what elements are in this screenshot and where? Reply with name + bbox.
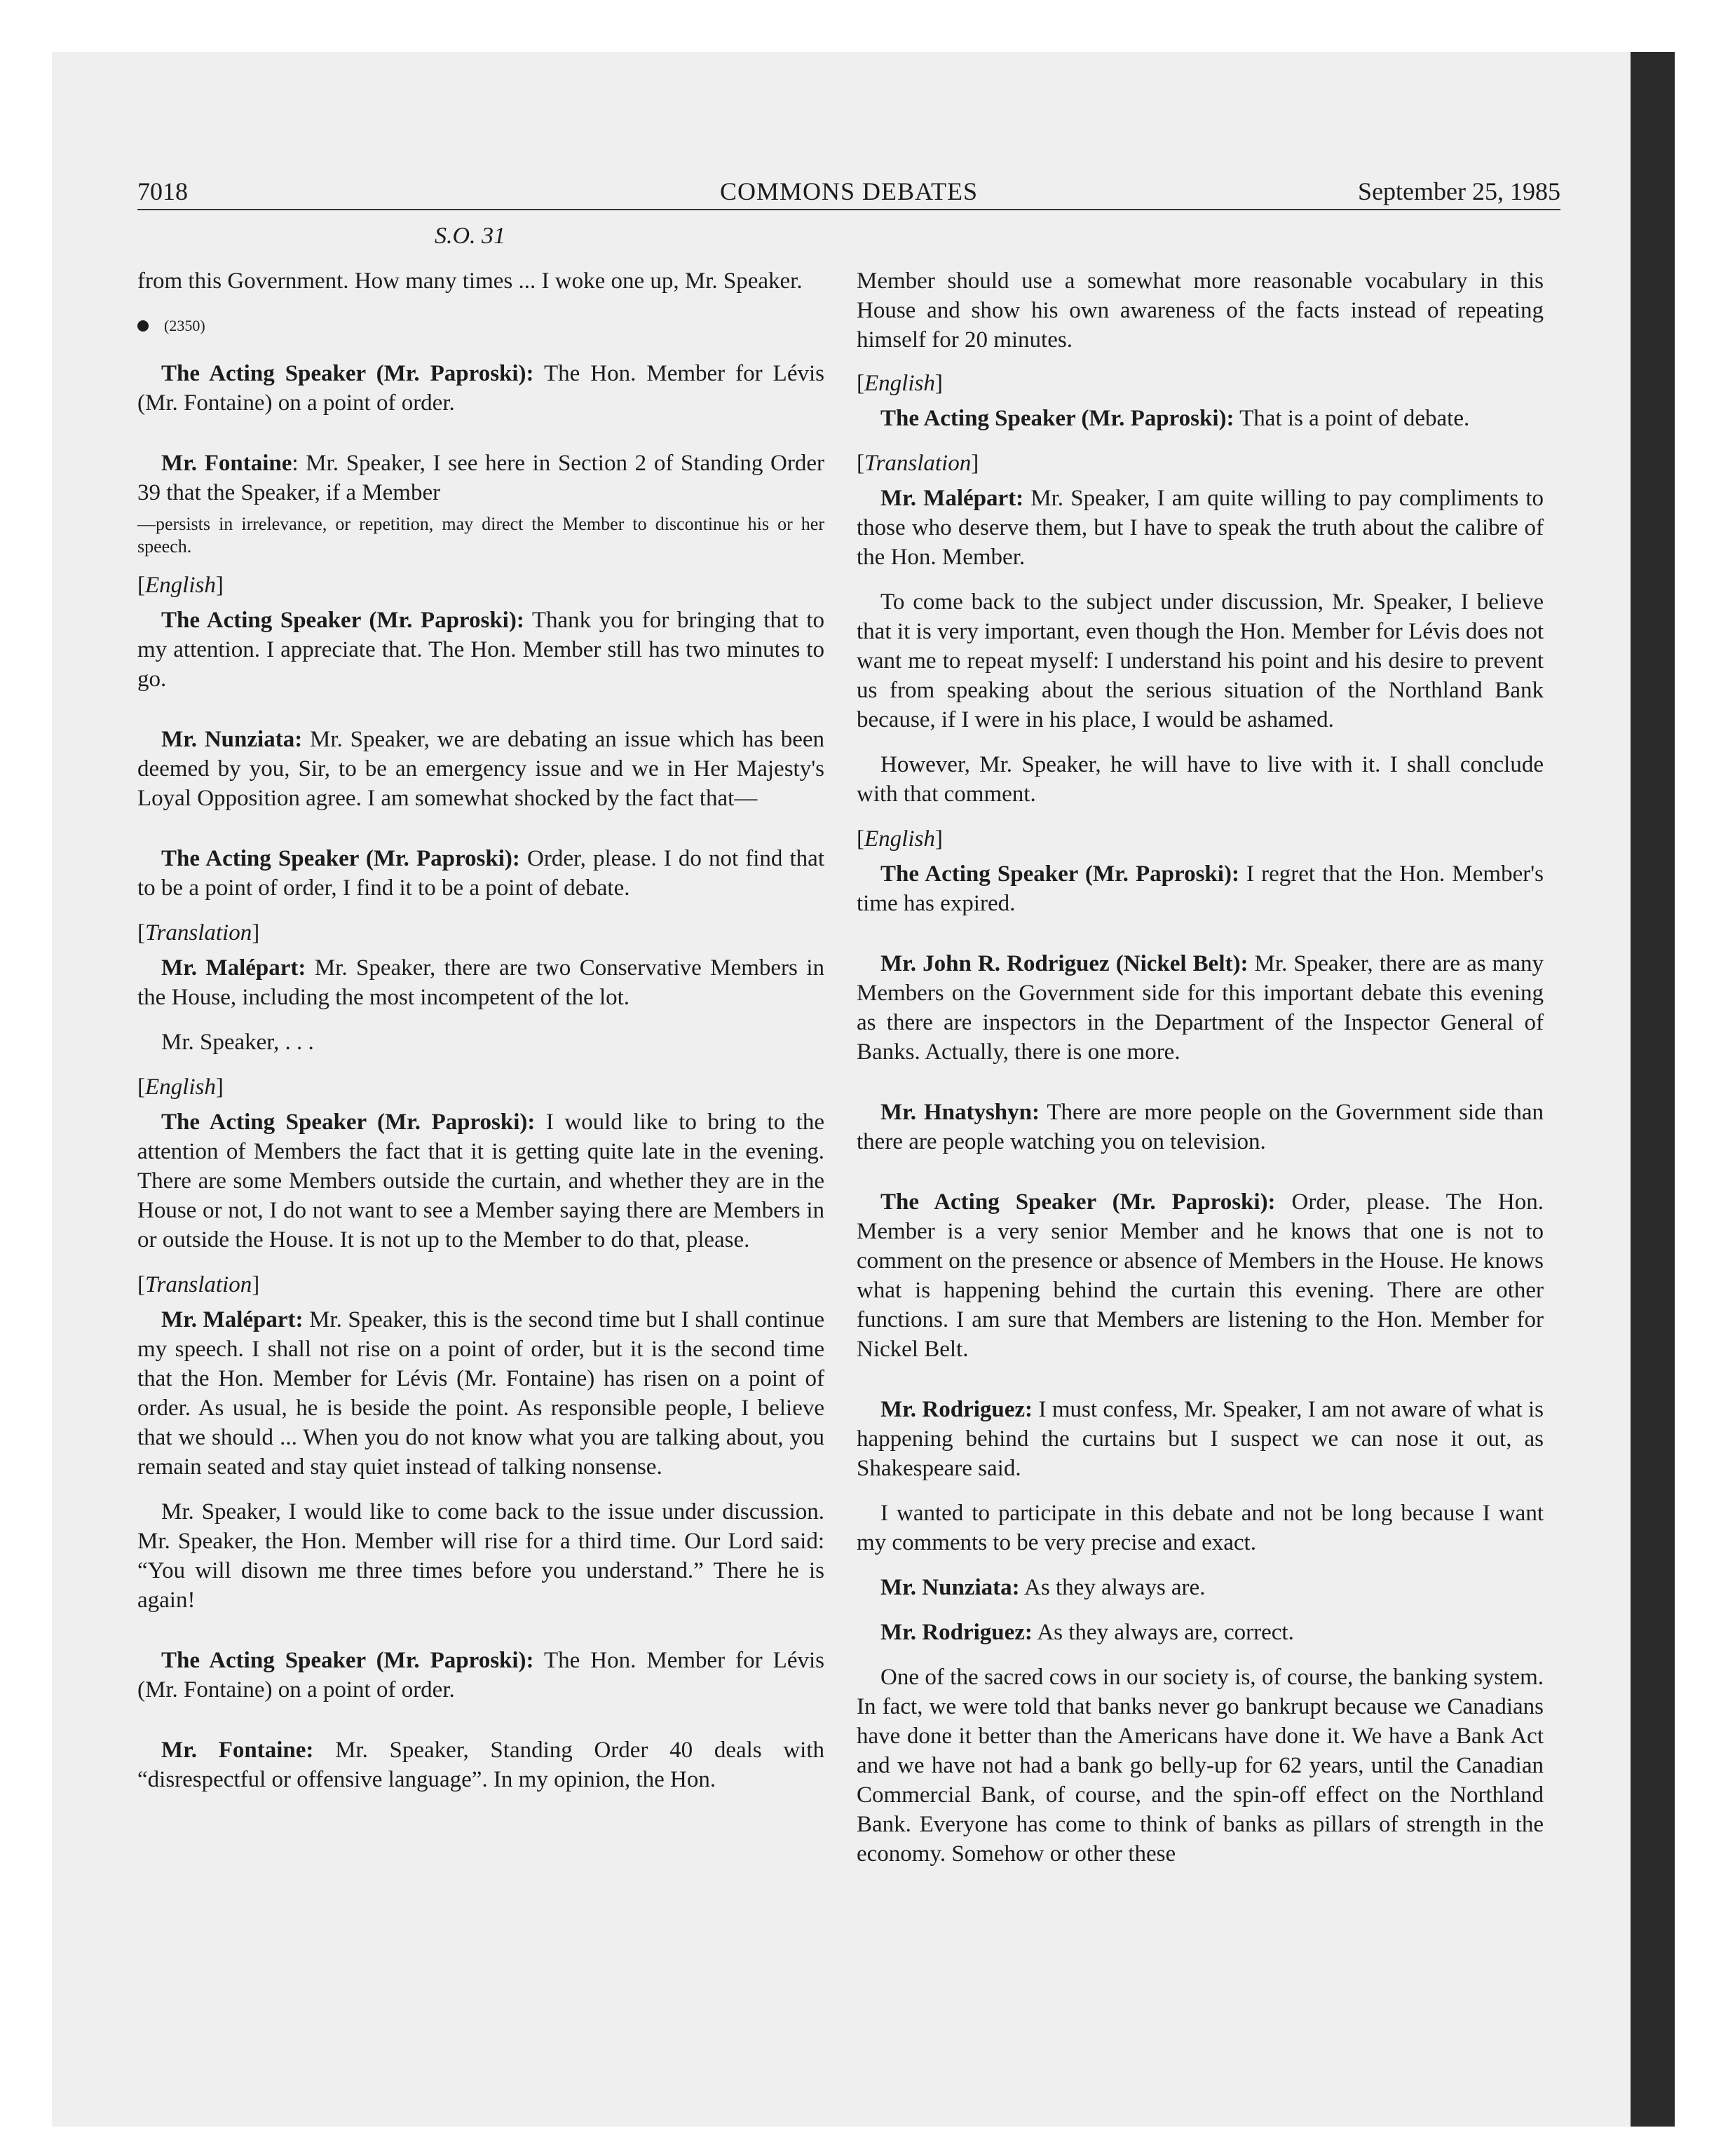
section-label: S.O. 31 — [435, 223, 506, 249]
paragraph — [137, 1735, 824, 1794]
speech-text: Thank you for bringing that to my attention. I appreciate that. The Hon. Member still has two minutes to go. — [137, 608, 824, 692]
language-marker: [English] — [137, 573, 224, 598]
speaker-name: Mr. John R. Rodriguez (Nickel Belt): — [880, 951, 1248, 976]
language-name: English — [864, 371, 935, 396]
language-name: English — [145, 1074, 216, 1100]
paragraph: Mr. Speaker, . . . — [161, 1030, 314, 1055]
paragraph: Mr. Speaker, I would like to come back to the issue under discussion. Mr. Speaker, the Hon. Member will rise for a third time. Our Lord said: “You will disown me three times before you understand.” There he is again! — [137, 1499, 824, 1613]
language-marker: [English] — [137, 1074, 224, 1100]
paragraph: from this Government. How many times ... I woke one up, Mr. Speaker. — [137, 268, 803, 294]
paragraph — [857, 1618, 1544, 1647]
bullet-icon — [137, 320, 149, 332]
speaker-name: Mr. Malépart: — [161, 955, 306, 981]
speech-text: That is a point of debate. — [1234, 406, 1470, 431]
speech-text: Order, please. I do not find that to be a point of order, I find it to be a point of debate. — [137, 846, 824, 901]
binding-edge — [1631, 52, 1675, 2127]
language-marker: [Translation] — [857, 451, 979, 476]
speaker-name: The Acting Speaker (Mr. Paproski): — [161, 1110, 536, 1135]
paragraph — [137, 953, 824, 1012]
speech-text: The Hon. Member for Lévis (Mr. Fontaine) on a point of order. — [137, 1648, 824, 1703]
speaker-name: Mr. Rodriguez: — [880, 1620, 1033, 1645]
paragraph — [857, 949, 1544, 1067]
speaker-name: Mr. Fontaine: — [161, 1738, 314, 1763]
language-marker: [Translation] — [137, 1272, 260, 1297]
paragraph — [137, 844, 824, 903]
paragraph — [857, 1395, 1544, 1483]
speech-text: I must confess, Mr. Speaker, I am not aware of what is happening behind the curtains but I suspect we can nose it out, as Shakespeare said. — [857, 1397, 1544, 1481]
paragraph — [857, 484, 1544, 572]
speaker-name: Mr. Nunziata: — [161, 727, 303, 752]
speech-text: I regret that the Hon. Member's time has expired. — [857, 861, 1544, 916]
speaker-name: Mr. Hnatyshyn: — [880, 1100, 1040, 1125]
speaker-name: Mr. Rodriguez: — [880, 1397, 1033, 1422]
language-name: Translation — [864, 451, 972, 476]
speech-text: I would like to bring to the attention of Members the fact that it is getting quite late in the evening. There are some Members outside the curtain, and whether they are in the House or not, I do not want to see a Member saying there are Members in or outside the House. It is not up to the Member to do that, please. — [137, 1110, 824, 1253]
block-quote: —persists in irrelevance, or repetition, may direct the Member to discontinue his or her speech. — [137, 514, 824, 557]
speaker-name: The Acting Speaker (Mr. Paproski): — [161, 846, 520, 871]
speech-text: There are more people on the Government side than there are people watching you on television. — [857, 1100, 1544, 1154]
language-marker: [Translation] — [137, 920, 260, 946]
speech-text: Mr. Speaker, there are as many Members on the Government side for this important debate this evening as there are inspectors in the Department of the Inspector General of Banks. Actually, there is one more. — [857, 951, 1544, 1065]
time-stamp-text: (2350) — [164, 317, 205, 334]
language-name: English — [864, 826, 935, 852]
language-name: English — [145, 573, 216, 598]
speaker-name: Mr. Malépart: — [880, 486, 1024, 511]
language-name: Translation — [145, 920, 252, 946]
speech-text: Order, please. The Hon. Member is a very senior Member and he knows that one is not to comment on the presence or absence of Members in the House. He knows what is happening behind the curtain this evening. There are other functions. I am sure that Members are listening to the Hon. Member for Nickel Belt. — [857, 1189, 1544, 1362]
paragraph: One of the sacred cows in our society is, of course, the banking system. In fact, we were told that banks never go bankrupt because we Canadians have done it better than the Americans have done it. We have a Bank Act and we have not had a bank go belly-up for 62 years, until the Canadian Commercial Bank, of course, and the spin-off effect on the Northland Bank. Everyone has come to think of banks as pillars of strength in the economy. Somehow or other these — [857, 1665, 1544, 1867]
language-marker: [English] — [857, 371, 943, 396]
paragraph — [137, 449, 824, 507]
paragraph — [137, 1107, 824, 1255]
paragraph: However, Mr. Speaker, he will have to live with it. I shall conclude with that comment. — [857, 752, 1544, 807]
speaker-name: Mr. Fontaine — [161, 451, 292, 476]
speech-text: Mr. Speaker, Standing Order 40 deals with “disrespectful or offensive language”. In my opinion, the Hon. — [137, 1738, 824, 1792]
paragraph — [857, 404, 1544, 433]
speech-text: As they always are. — [1019, 1575, 1206, 1600]
paragraph — [137, 1646, 824, 1705]
speaker-name: Mr. Nunziata: — [880, 1575, 1020, 1600]
running-header — [137, 174, 1560, 210]
page-number: 7018 — [137, 177, 188, 205]
paragraph: Member should use a somewhat more reasonable vocabulary in this House and show his own awareness of the facts instead of repeating himself for 20 minutes. — [857, 268, 1544, 353]
language-marker: [English] — [857, 826, 943, 852]
speech-text: Mr. Speaker, we are debating an issue which has been deemed by you, Sir, to be an emergency issue and we in Her Majesty's Loyal Opposition agree. I am somewhat shocked by the fact that— — [137, 727, 824, 811]
speech-text: Mr. Speaker, there are two Conservative Members in the House, including the most incompetent of the lot. — [137, 955, 824, 1010]
publication-date: September 25, 1985 — [1358, 177, 1560, 205]
speaker-name: The Acting Speaker (Mr. Paproski): — [880, 861, 1239, 887]
speech-text: : Mr. Speaker, I see here in Section 2 of Standing Order 39 that the Speaker, if a Member — [137, 451, 824, 505]
paragraph — [857, 1098, 1544, 1157]
speaker-name: The Acting Speaker (Mr. Paproski): — [880, 1189, 1276, 1215]
speaker-name: The Acting Speaker (Mr. Paproski): — [161, 608, 524, 633]
paragraph: I wanted to participate in this debate and not be long because I want my comments to be very precise and exact. — [857, 1501, 1544, 1555]
paragraph — [857, 1573, 1544, 1602]
right-column — [857, 266, 1544, 1884]
speech-text: Mr. Speaker, I am quite willing to pay compliments to those who deserve them, but I have to speak the truth about the calibre of the Hon. Member. — [857, 486, 1544, 570]
language-name: Translation — [145, 1272, 252, 1297]
paragraph — [137, 606, 824, 694]
paragraph: To come back to the subject under discussion, Mr. Speaker, I believe that it is very important, even though the Hon. Member for Lévis does not want me to repeat myself: I understand his point and his desire to prevent us from speaking about the serious situation of the Northland Bank because, if I were in his place, I would be ashamed. — [857, 589, 1544, 732]
speaker-name: Mr. Malépart: — [161, 1307, 304, 1332]
speech-text: As they always are, correct. — [1032, 1620, 1294, 1645]
time-stamp — [137, 311, 824, 341]
left-column — [137, 266, 824, 1810]
paragraph — [137, 359, 824, 418]
speaker-name: The Acting Speaker (Mr. Paproski): — [161, 361, 534, 386]
speech-text: The Hon. Member for Lévis (Mr. Fontaine) on a point of order. — [137, 361, 824, 416]
publication-title: COMMONS DEBATES — [719, 177, 979, 205]
paragraph — [857, 1187, 1544, 1364]
speech-text: Mr. Speaker, this is the second time but I shall continue my speech. I shall not rise on a point of order, but it is the second time that the Hon. Member for Lévis (Mr. Fontaine) has risen on a point of order. As usual, he is beside the point. As responsible people, I believe that we should ... When you do not know what you are talking about, you remain seated and stay quiet instead of talking nonsense. — [137, 1307, 824, 1480]
paragraph — [137, 1305, 824, 1482]
speaker-name: The Acting Speaker (Mr. Paproski): — [161, 1648, 534, 1673]
speaker-name: The Acting Speaker (Mr. Paproski): — [880, 406, 1234, 431]
paragraph — [857, 859, 1544, 918]
paragraph — [137, 725, 824, 813]
